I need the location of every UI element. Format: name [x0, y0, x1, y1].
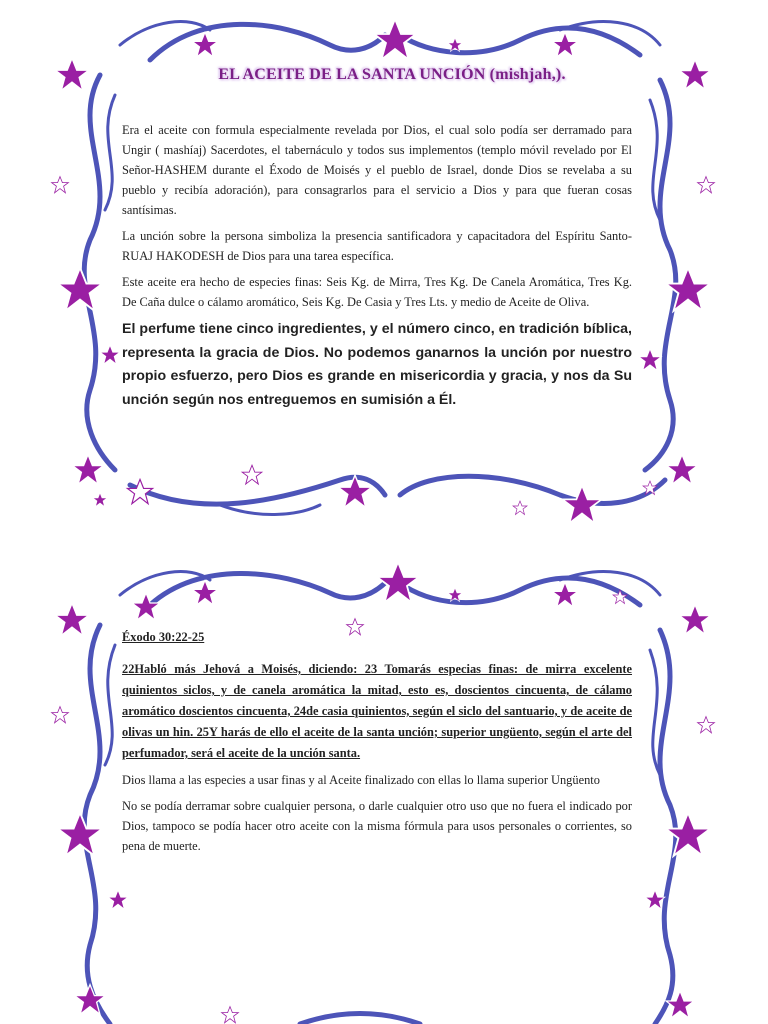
- scripture-verse: 22Habló más Jehová a Moisés, diciendo: 23 Tomarás especias finas: de mirra excelente quinientos siclos, y de canela aromática la mitad, esto es, doscientos cincuenta, de cálamo aromático doscientos cincuenta, 24de casia quinientos, según el siclo del santuario, y de aceite de olivas un hin. 25Y harás de ello el aceite de la santa unción; superior ungüento, según el arte del perfumador, será el aceite de la unción santa.: [122, 662, 632, 760]
- scripture-reference: Éxodo 30:22-25: [122, 630, 205, 644]
- section-top: [122, 66, 632, 412]
- paragraph-superior-ointment: Dios llama a las especies a usar finas y al Aceite finalizado con ellas lo llama superior Ungüento: [122, 773, 600, 787]
- paragraph-restriction: No se podía derramar sobre cualquier persona, o darle cualquier otro uso que no fuera el indicado por Dios, tampoco se podía hacer otro aceite con la misma fórmula para usos personales o corrientes, so pena de muerte.: [122, 799, 632, 853]
- paragraph-ingredients: Este aceite era hecho de especies finas: Seis Kg. de Mirra, Tres Kg. De Canela Aromática, Tres Kg. De Caña dulce o cálamo aromático, Seis Kg. De Casia y Tres Lts. y medio de Aceite de Oliva.: [122, 275, 632, 309]
- paragraph-definition: Era el aceite con formula especialmente revelada por Dios, el cual solo podía ser derramado para Ungir ( mashíaj) Sacerdotes, el tabernáculo y todos sus implementos (templo móvil revelado por El Señor-HASHEM durante el Éxodo de Moisés y el pueblo de Israel, donde Dios se revelaba a su pueblo y recibía adoración), para consagrarlos para el servicio a Dios y para que fueran cosas santísimas.: [122, 123, 632, 217]
- paragraph-grace: El perfume tiene cinco ingredientes, y el número cinco, en tradición bíblica, representa la gracia de Dios. No podemos ganarnos la unción por nuestro propio esfuerzo, pero Dios es grande en misericordia y gracia, y nos da Su unción según nos entreguemos en sumisión a Él.: [122, 321, 632, 408]
- decorative-frame-bottom: [0, 555, 768, 1024]
- paragraph-symbolism: La unción sobre la persona simboliza la presencia santificadora y capacitadora del Espíritu Santo-RUAJ HAKODESH de Dios para una tarea específica.: [122, 229, 632, 263]
- section-bottom: [122, 630, 632, 862]
- page-title: EL ACEITE DE LA SANTA UNCIÓN (mishjah,).: [218, 66, 566, 83]
